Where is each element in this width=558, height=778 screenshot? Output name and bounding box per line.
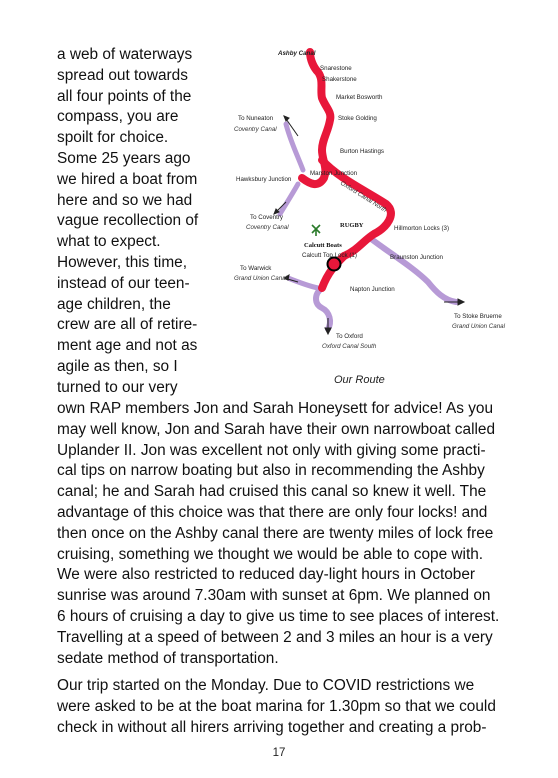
text-line: spread out towards: [57, 66, 188, 84]
label-rugby: RUGBY: [340, 222, 364, 229]
text-line: here and so we had: [57, 191, 193, 209]
text-line: We were also restricted to reduced day-light hours in October: [57, 566, 476, 584]
text-line: we hired a boat from: [57, 170, 198, 188]
text-line: cruising, something we thought we would be able to cope with.: [57, 545, 484, 563]
text-line: then once on the Ashby canal there are twenty miles of lock free: [57, 524, 494, 542]
page-number: 17: [272, 747, 286, 759]
text-line: a web of waterways: [57, 46, 193, 63]
label-napton-junction: Napton Junction: [350, 286, 395, 293]
coventry-canal-south-branch: [280, 184, 298, 214]
text-line: check in without all hirers arriving together and creating a prob-: [57, 718, 487, 736]
text-line: Uplander II. Jon was excellent not only with giving some practi-: [57, 441, 486, 459]
label-hawkesbury-junction: Hawksbury Junction: [236, 176, 292, 183]
label-stoke-golding: Stoke Golding: [338, 115, 377, 122]
arrow-head-icon: [284, 116, 289, 121]
text-line: spoilt for choice.: [57, 129, 169, 147]
text-line: what to expect.: [57, 233, 161, 251]
text-line: advantage of this choice was that there are only four locks! and: [57, 503, 488, 521]
label-marston-junction: Marston Junction: [310, 170, 358, 177]
text-line: agile as then, so I: [57, 357, 178, 375]
label-burton-hastings: Burton Hastings: [340, 148, 385, 155]
map-title: Ashby Canal: [278, 50, 316, 57]
label-coventry: To Coventry: [250, 214, 284, 221]
text-line: sedate method of transportation.: [57, 649, 279, 667]
label-warwick: To Warwick: [240, 265, 272, 272]
label-coventry-canal: Coventry Canal: [246, 224, 289, 231]
label-warwick-canal: Grand Union Canal: [234, 275, 287, 282]
text-line: Travelling at a speed of between 2 and 3 miles an hour is a very: [57, 628, 493, 646]
text-line: 6 hours of cruising a day to give us time to see places of interest.: [57, 607, 500, 625]
text-line: Our trip started on the Monday. Due to COVID restrictions we: [57, 677, 475, 694]
calcutt-top-lock-marker: [328, 258, 341, 271]
text-line: ment age and not as: [57, 337, 198, 355]
text-line: vague recollection of: [57, 212, 199, 230]
text-line: instead of our teen-: [57, 274, 190, 292]
label-oxford: To Oxford: [336, 333, 363, 340]
arrow-head-icon: [458, 299, 464, 305]
label-nuneaton: To Nuneaton: [238, 115, 274, 122]
route-map: [218, 42, 518, 392]
text-line: Some 25 years ago: [57, 149, 191, 167]
label-shakerstone: Shakerstone: [322, 76, 357, 83]
text-line: age children, the: [57, 295, 171, 313]
left-column-text: [57, 45, 217, 399]
text-line: sunrise was around 7.30am with sunset at 6pm. We planned on: [57, 587, 491, 605]
text-line: were asked to be at the boat marina for 1.30pm so that we could: [57, 697, 496, 715]
text-line: may well know, Jon and Sarah have their own narrowboat called: [57, 420, 496, 438]
main-paragraph: [57, 399, 527, 669]
label-nuneaton-canal: Coventry Canal: [234, 126, 277, 133]
text-line: own RAP members Jon and Sarah Honeysett for advice! As you: [57, 400, 494, 417]
label-calcutt-top-lock: Calcutt Top Lock (1): [302, 252, 357, 259]
text-line: crew are all of retire-: [57, 316, 198, 334]
text-line: cal tips on narrow boating but also in recommending the Ashby: [57, 462, 485, 480]
second-paragraph: [57, 676, 527, 738]
label-stoke-bruerne: To Stoke Bruerne: [454, 313, 502, 320]
map-caption: Our Route: [334, 374, 385, 386]
label-hillmorton-locks: Hillmorton Locks (3): [394, 225, 450, 232]
label-market-bosworth: Market Bosworth: [336, 94, 383, 101]
text-line: all four points of the: [57, 87, 192, 105]
label-calcutt-boats: Calcutt Boats: [304, 242, 342, 249]
label-oxford-canal: Oxford Canal South: [322, 343, 377, 350]
calcutt-boats-icon: [312, 225, 320, 236]
text-line: turned to our very: [57, 378, 178, 396]
label-oxford-canal-north: Oxford Canal North: [338, 179, 388, 214]
text-line: However, this time,: [57, 253, 188, 271]
text-line: canal; he and Sarah had cruised this canal so knew it well. The: [57, 483, 487, 501]
label-stoke-bruerne-canal: Grand Union Canal: [452, 323, 505, 330]
grand-union-west-branch: [288, 278, 318, 288]
text-line: compass, you are: [57, 108, 179, 126]
label-braunston-junction: Braunston Junction: [390, 254, 443, 261]
label-snarestone: Snarestone: [320, 65, 352, 72]
